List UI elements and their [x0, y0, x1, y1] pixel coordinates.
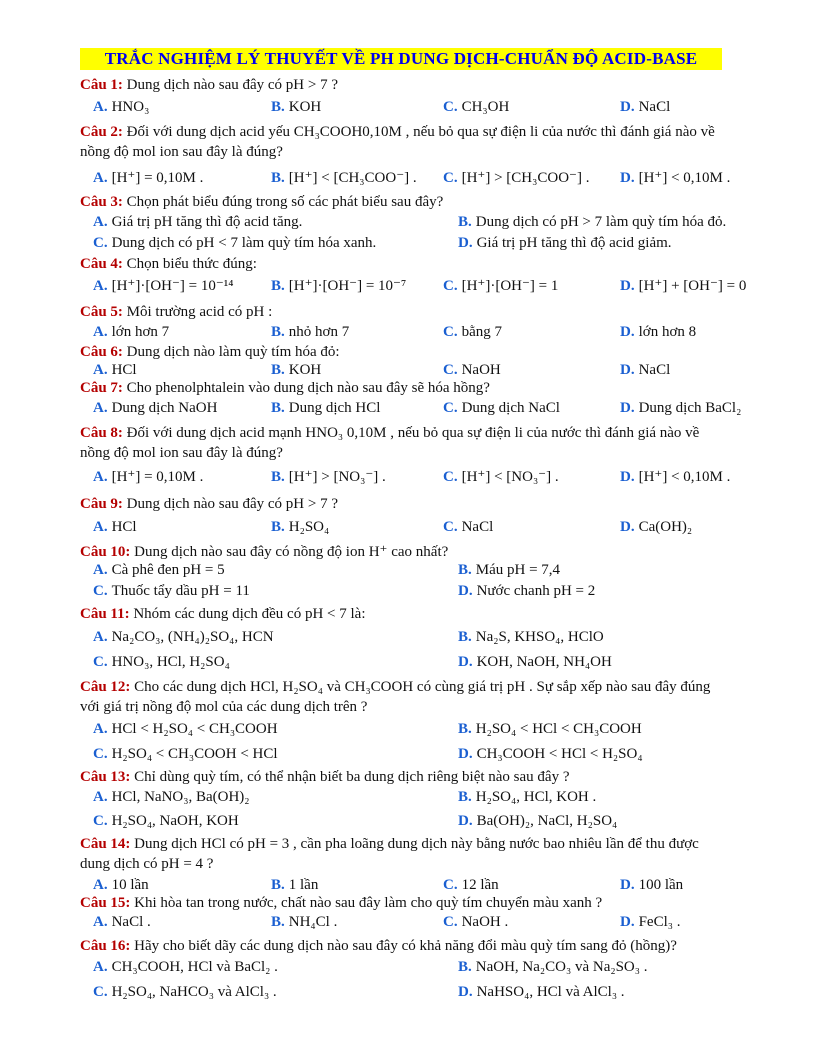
question-text: Dung dịch nào sau đây có pH > 7 ?: [126, 77, 338, 93]
option-a: A. Dung dịch NaOH: [93, 400, 218, 416]
question-text: Đối với dung dịch acid mạnh HNO₃ 0,10M , nếu bỏ qua sự điện li của nước thì đánh giá nào về: [126, 425, 700, 441]
option-a: A. [H⁺] = 0,10M .: [93, 469, 204, 485]
option-d: D. Nước chanh pH = 2: [458, 583, 596, 599]
question: [80, 893, 760, 913]
options-row: [93, 786, 773, 808]
options-row: [93, 911, 773, 933]
option-d: D. [H⁺] + [OH⁻] = 0: [620, 278, 747, 294]
options-row: [93, 397, 773, 419]
option-a: A. Cà phê đen pH = 5: [93, 562, 225, 578]
option-b: B. nhỏ hơn 7: [271, 324, 350, 340]
question-number: Câu 14:: [80, 836, 131, 852]
options-row: [93, 321, 773, 343]
option-a: A. Na₂CO₃, (NH₄)₂SO₄, HCN: [93, 629, 274, 645]
option-c: C. [H⁺]·[OH⁻] = 1: [443, 278, 559, 294]
question-number: Câu 12:: [80, 679, 131, 695]
question: [80, 494, 760, 514]
option-a: A. CH₃COOH, HCl và BaCl₂ .: [93, 959, 278, 975]
page-title: TRẮC NGHIỆM LÝ THUYẾT VỀ PH DUNG DỊCH-CHUẨN ĐỘ ACID-BASE: [80, 48, 722, 70]
question-number: Câu 13:: [80, 769, 131, 785]
question-text-cont: dung dịch có pH = 4 ?: [80, 856, 214, 872]
options-row: [93, 211, 773, 233]
option-b: B. [H⁺] > [NO₃⁻] .: [271, 469, 386, 485]
question-number: Câu 11:: [80, 606, 130, 622]
option-a: A. HCl, NaNO₃, Ba(OH)₂: [93, 789, 250, 805]
option-b: B. Máu pH = 7,4: [458, 562, 561, 578]
question: [80, 767, 760, 787]
option-b: B. Na₂S, KHSO₄, HClO: [458, 629, 604, 645]
option-a: A. [H⁺] = 0,10M .: [93, 170, 204, 186]
question: [80, 192, 760, 212]
option-b: B. H₂SO₄ < HCl < CH₃COOH: [458, 721, 642, 737]
option-c: C. [H⁺] > [CH₃COO⁻] .: [443, 170, 590, 186]
option-c: C. Dung dịch có pH < 7 làm quỳ tím hóa xanh.: [93, 235, 377, 251]
question-text: Môi trường acid có pH :: [126, 304, 273, 320]
options-row: [93, 167, 773, 189]
question-text: Cho phenolphtalein vào dung dịch nào sau đây sẽ hóa hồng?: [126, 380, 490, 396]
question: [80, 834, 760, 874]
option-d: D. NaCl: [620, 99, 671, 115]
option-c: C. bằng 7: [443, 324, 503, 340]
option-a: A. lớn hơn 7: [93, 324, 170, 340]
question-number: Câu 3:: [80, 194, 123, 210]
question: [80, 677, 760, 717]
options-row: [93, 516, 773, 538]
question: [80, 378, 760, 398]
option-d: D. NaCl: [620, 362, 671, 378]
option-d: D. Dung dịch BaCl₂: [620, 400, 742, 416]
question-number: Câu 7:: [80, 380, 123, 396]
question: [80, 302, 760, 322]
option-b: B. 1 lần: [271, 877, 319, 893]
question-text-cont: nồng độ mol ion sau đây là đúng?: [80, 445, 283, 461]
question-number: Câu 16:: [80, 938, 131, 954]
options-row: [93, 466, 773, 488]
question: [80, 122, 760, 162]
question-number: Câu 6:: [80, 344, 123, 360]
options-row: [93, 626, 773, 648]
question-text: Đối với dung dịch acid yếu CH₃COOH0,10M , nếu bỏ qua sự điện li của nước thì đánh giá nào về: [126, 124, 715, 140]
question-text: Khi hòa tan trong nước, chất nào sau đây làm cho quỳ tím chuyển màu xanh ?: [134, 895, 603, 911]
options-row: [93, 580, 773, 602]
option-b: B. NaOH, Na₂CO₃ và Na₂SO₃ .: [458, 959, 648, 975]
option-d: D. NaHSO₄, HCl và AlCl₃ .: [458, 984, 625, 1000]
options-row: [93, 275, 773, 297]
question-text: Dung dịch nào sau đây có nồng độ ion H⁺ cao nhất?: [134, 544, 449, 560]
question-number: Câu 2:: [80, 124, 123, 140]
options-row: [93, 810, 773, 832]
question-number: Câu 1:: [80, 77, 123, 93]
option-d: D. Giá trị pH tăng thì độ acid giảm.: [458, 235, 672, 251]
option-b: B. NH₄Cl .: [271, 914, 338, 930]
option-d: D. Ca(OH)₂: [620, 519, 693, 535]
option-b: B. Dung dịch HCl: [271, 400, 381, 416]
option-c: C. NaOH: [443, 362, 501, 378]
option-d: D. Ba(OH)₂, NaCl, H₂SO₄: [458, 813, 618, 829]
question: [80, 936, 760, 956]
question: [80, 254, 760, 274]
question-text-cont: với giá trị nồng độ mol của các dung dịch trên ?: [80, 699, 368, 715]
options-row: [93, 559, 773, 581]
option-c: C. NaOH .: [443, 914, 509, 930]
option-a: A. HCl: [93, 362, 137, 378]
option-c: C. CH₃OH: [443, 99, 510, 115]
options-row: [93, 651, 773, 673]
option-b: B. [H⁺]·[OH⁻] = 10⁻⁷: [271, 278, 407, 294]
option-b: B. KOH: [271, 99, 322, 115]
options-row: [93, 981, 773, 1003]
question-text: Hãy cho biết dãy các dung dịch nào sau đây có khả năng đổi màu quỳ tím sang đỏ (hồng)?: [134, 938, 677, 954]
question-number: Câu 15:: [80, 895, 131, 911]
question-text: Dung dịch nào làm quỳ tím hóa đỏ:: [126, 344, 340, 360]
question-text: Chọn biểu thức đúng:: [126, 256, 257, 272]
question-text: Nhóm các dung dịch đều có pH < 7 là:: [133, 606, 366, 622]
question-text: Chỉ dùng quỳ tím, có thể nhận biết ba dung dịch riêng biệt nào sau đây ?: [134, 769, 570, 785]
option-d: D. CH₃COOH < HCl < H₂SO₄: [458, 746, 643, 762]
option-c: C. 12 lần: [443, 877, 499, 893]
option-d: D. KOH, NaOH, NH₄OH: [458, 654, 612, 670]
question: [80, 604, 760, 624]
options-row: [93, 718, 773, 740]
option-c: C. HNO₃, HCl, H₂SO₄: [93, 654, 230, 670]
option-a: A. HCl: [93, 519, 137, 535]
option-b: B. Dung dịch có pH > 7 làm quỳ tím hóa đỏ.: [458, 214, 727, 230]
option-a: A. [H⁺]·[OH⁻] = 10⁻¹⁴: [93, 278, 234, 294]
question-text: Cho các dung dịch HCl, H₂SO₄ và CH₃COOH có cùng giá trị pH . Sự sắp xếp nào sau đây đúng: [134, 679, 711, 695]
option-c: C. NaCl: [443, 519, 494, 535]
option-d: D. [H⁺] < 0,10M .: [620, 170, 731, 186]
question-number: Câu 4:: [80, 256, 123, 272]
option-b: B. KOH: [271, 362, 322, 378]
option-d: D. lớn hơn 8: [620, 324, 697, 340]
option-a: A. 10 lần: [93, 877, 149, 893]
option-c: C. H₂SO₄, NaOH, KOH: [93, 813, 239, 829]
question-text-cont: nồng độ mol ion sau đây là đúng?: [80, 144, 283, 160]
option-d: D. FeCl₃ .: [620, 914, 681, 930]
question-number: Câu 10:: [80, 544, 131, 560]
option-a: A. HCl < H₂SO₄ < CH₃COOH: [93, 721, 278, 737]
option-b: B. H₂SO₄: [271, 519, 330, 535]
option-d: D. 100 lần: [620, 877, 684, 893]
question-number: Câu 8:: [80, 425, 123, 441]
options-row: [93, 96, 773, 118]
option-a: A. NaCl .: [93, 914, 151, 930]
option-c: C. H₂SO₄, NaHCO₃ và AlCl₃ .: [93, 984, 277, 1000]
question-number: Câu 9:: [80, 496, 123, 512]
question-text: Chọn phát biểu đúng trong số các phát biểu sau đây?: [126, 194, 444, 210]
option-b: B. [H⁺] < [CH₃COO⁻] .: [271, 170, 417, 186]
option-a: A. HNO₃: [93, 99, 150, 115]
option-c: C. H₂SO₄ < CH₃COOH < HCl: [93, 746, 278, 762]
question-text: Dung dịch HCl có pH = 3 , cần pha loãng dung dịch này bằng nước bao nhiêu lần để thu được: [134, 836, 699, 852]
question-number: Câu 5:: [80, 304, 123, 320]
options-row: [93, 956, 773, 978]
options-row: [93, 232, 773, 254]
option-c: C. Thuốc tẩy dầu pH = 11: [93, 583, 250, 599]
question: [80, 75, 760, 95]
option-c: C. Dung dịch NaCl: [443, 400, 560, 416]
option-d: D. [H⁺] < 0,10M .: [620, 469, 731, 485]
options-row: [93, 743, 773, 765]
question: [80, 423, 760, 463]
option-a: A. Giá trị pH tăng thì độ acid tăng.: [93, 214, 303, 230]
option-b: B. H₂SO₄, HCl, KOH .: [458, 789, 597, 805]
option-c: C. [H⁺] < [NO₃⁻] .: [443, 469, 559, 485]
question-text: Dung dịch nào sau đây có pH > 7 ?: [126, 496, 338, 512]
